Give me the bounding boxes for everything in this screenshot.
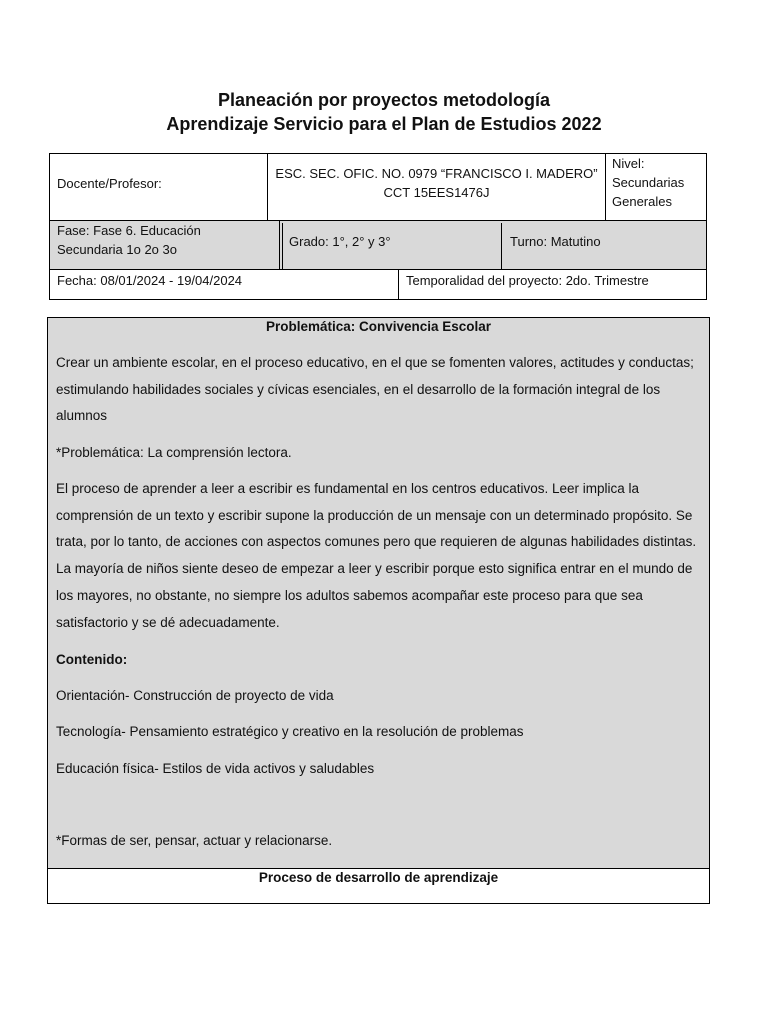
info-row-2 bbox=[49, 220, 707, 270]
problematica-paragraph-3: El proceso de aprender a leer a escribir es fundamental en los centros educativos. Leer implica la comprensión de un texto y escribir supone la producción de un mensaje con un determinado propósito. Se trata, por lo tanto, de acciones con aspectos comunes pero que requieren de algunas habilidades distintas. La mayoría de niños siente deseo de empezar a leer y escribir porque esto significa entrar en el mundo de los mayores, no obstante, no siempre los adultos sabemos acompañar este proceso para que sea satisfactorio y se dé adecuadamente. bbox=[56, 481, 697, 630]
formas-text: *Formas de ser, pensar, actuar y relacionarse. bbox=[56, 833, 333, 848]
info-row-1 bbox=[49, 153, 707, 221]
temporalidad-cell: Temporalidad del proyecto: 2do. Trimestre bbox=[406, 273, 649, 288]
nivel-value-2: Generales bbox=[612, 194, 672, 209]
escuela-cell bbox=[268, 154, 606, 220]
turno-cell: Turno: Matutino bbox=[510, 234, 601, 249]
problematica-paragraph-1: Crear un ambiente escolar, en el proceso educativo, en el que se fomenten valores, actitudes y conductas; estimulando habilidades sociales y cívicas esenciales, en el desarrollo de la formación integral de los alumnos bbox=[56, 355, 694, 424]
nivel-cell bbox=[606, 154, 706, 220]
problematica-heading: Problemática: Convivencia Escolar bbox=[265, 319, 492, 334]
fase-line-1: Fase: Fase 6. Educación bbox=[57, 223, 201, 238]
problematica-content bbox=[48, 318, 709, 869]
fase-line-2: Secundaria 1o 2o 3o bbox=[57, 242, 177, 257]
escuela-name: ESC. SEC. OFIC. NO. 0979 “FRANCISCO I. MADERO” bbox=[275, 166, 598, 181]
page-subtitle: Aprendizaje Servicio para el Plan de Estudios 2022 bbox=[166, 114, 602, 134]
docente-cell: Docente/Profesor: bbox=[50, 154, 268, 220]
fecha-cell: Fecha: 08/01/2024 - 19/04/2024 bbox=[50, 270, 399, 299]
grado-cell: Grado: 1°, 2° y 3° bbox=[282, 223, 502, 269]
fase-cell bbox=[50, 221, 280, 269]
contenido-heading: Contenido: bbox=[56, 652, 128, 667]
info-row-3 bbox=[49, 269, 707, 300]
nivel-label: Nivel: bbox=[612, 156, 645, 171]
contenido-item-3: Educación física- Estilos de vida activos y saludables bbox=[56, 761, 375, 776]
contenido-item-1: Orientación- Construcción de proyecto de vida bbox=[56, 688, 334, 703]
problematica-paragraph-2: *Problemática: La comprensión lectora. bbox=[56, 445, 292, 460]
nivel-value-1: Secundarias bbox=[612, 175, 685, 190]
page-title: Planeación por proyectos metodología bbox=[217, 90, 551, 110]
escuela-cct: CCT 15EES1476J bbox=[383, 185, 490, 200]
contenido-item-2: Tecnología- Pensamiento estratégico y creativo en la resolución de problemas bbox=[56, 724, 524, 739]
problematica-section bbox=[47, 317, 710, 904]
proceso-heading: Proceso de desarrollo de aprendizaje bbox=[258, 870, 499, 885]
